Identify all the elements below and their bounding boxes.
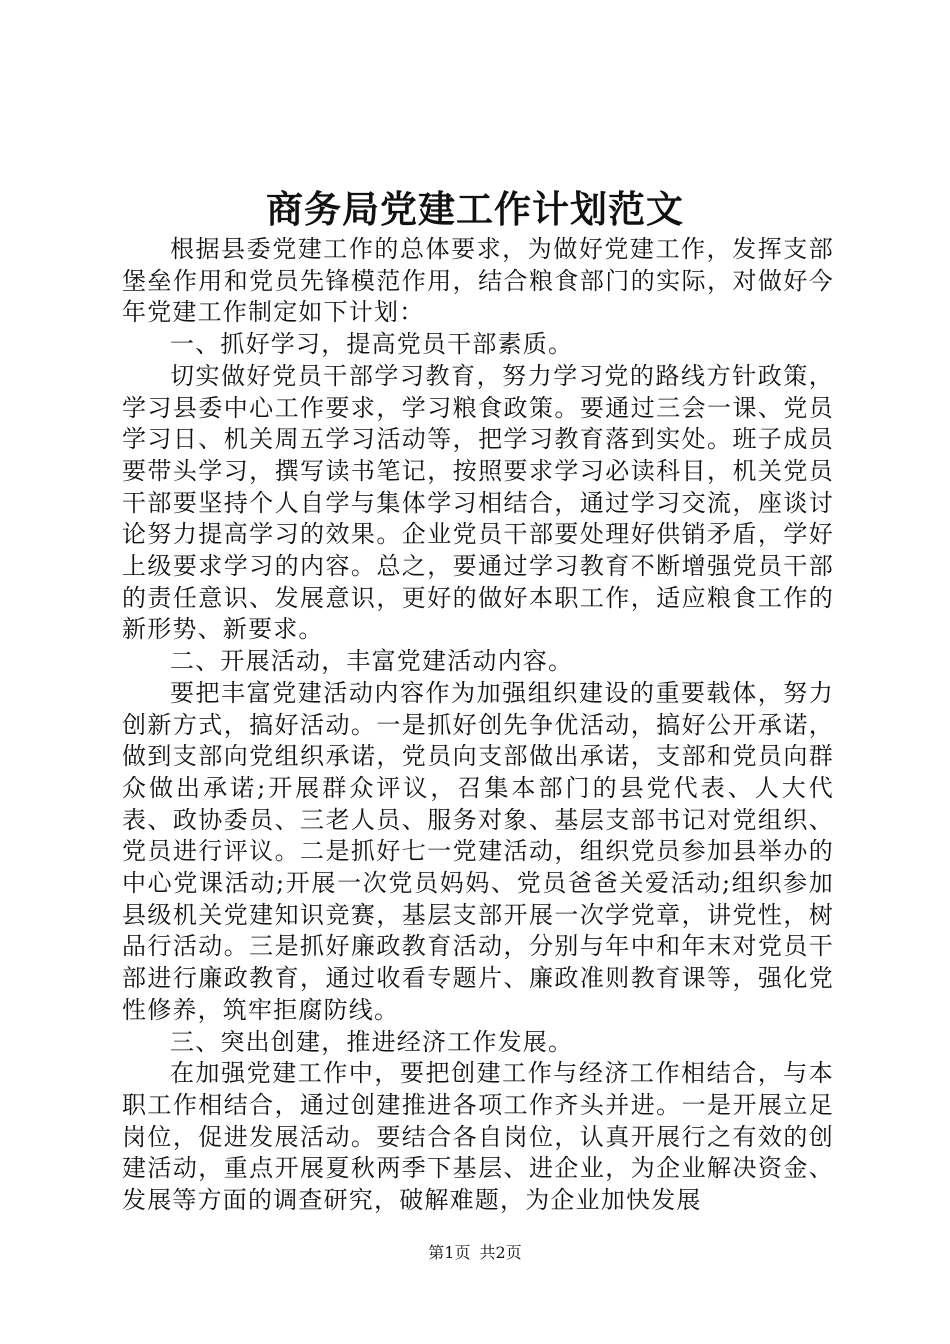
page-footer [0,1243,950,1263]
section-heading-3: 三、突出创建，推进经济工作发展。 [170,1027,574,1056]
paragraph-section-3: 在加强党建工作中，要把创建工作与经济工作相结合，与本职工作相结合，通过创建推进各项工作齐头并进。一是开展立足岗位，促进发展活动。要结合各自岗位，认真开展行之有效的创建活动，重点开展夏秋两季下基层、进企业，为企业解决资金、发展等方面的调查研究，破解难题，为企业加快发展 [122,1059,834,1215]
page-total: 共2页 [479,1243,522,1262]
document-body [122,234,834,1217]
page-number: 第1页 [428,1243,471,1262]
paragraph-section-1: 切实做好党员干部学习教育，努力学习党的路线方针政策，学习县委中心工作要求，学习粮食政策。要通过三会一课、党员学习日、机关周五学习活动等，把学习教育落到实处。班子成员要带头学习，撰写读书笔记，按照要求学习必读科目，机关党员干部要坚持个人自学与集体学习相结合，通过学习交流，座谈讨论努力提高学习的效果。企业党员干部要处理好供销矛盾，学好上级要求学习的内容。总之，要通过学习教育不断增强党员干部的责任意识、发展意识，更好的做好本职工作，适应粮食工作的新形势、新要求。 [122,361,834,644]
paragraph-intro: 根据县委党建工作的总体要求，为做好党建工作，发挥支部堡垒作用和党员先锋模范作用，结合粮食部门的实际，对做好今年党建工作制定如下计划： [122,235,834,327]
section-heading-1: 一、抓好学习，提高党员干部素质。 [170,330,574,359]
paragraph-section-2: 要把丰富党建活动内容作为加强组织建设的重要载体，努力创新方式，搞好活动。一是抓好创先争优活动，搞好公开承诺，做到支部向党组织承诺，党员向支部做出承诺，支部和党员向群众做出承诺;开展群众评议，召集本部门的县党代表、人大代表、政协委员、三老人员、服务对象、基层支部书记对党组织、党员进行评议。二是抓好七一党建活动，组织党员参加县举办的中心党课活动;开展一次党员妈妈、党员爸爸关爱活动;组织参加县级机关党建知识竞赛，基层支部开展一次学党章，讲党性，树品行活动。三是抓好廉政教育活动，分别与年中和年末对党员干部进行廉政教育，通过收看专题片、廉政准则教育课等，强化党性修养，筑牢拒腐防线。 [122,678,834,1024]
section-heading-2: 二、开展活动，丰富党建活动内容。 [170,647,574,676]
document-title: 商务局党建工作计划范文 [266,187,684,231]
